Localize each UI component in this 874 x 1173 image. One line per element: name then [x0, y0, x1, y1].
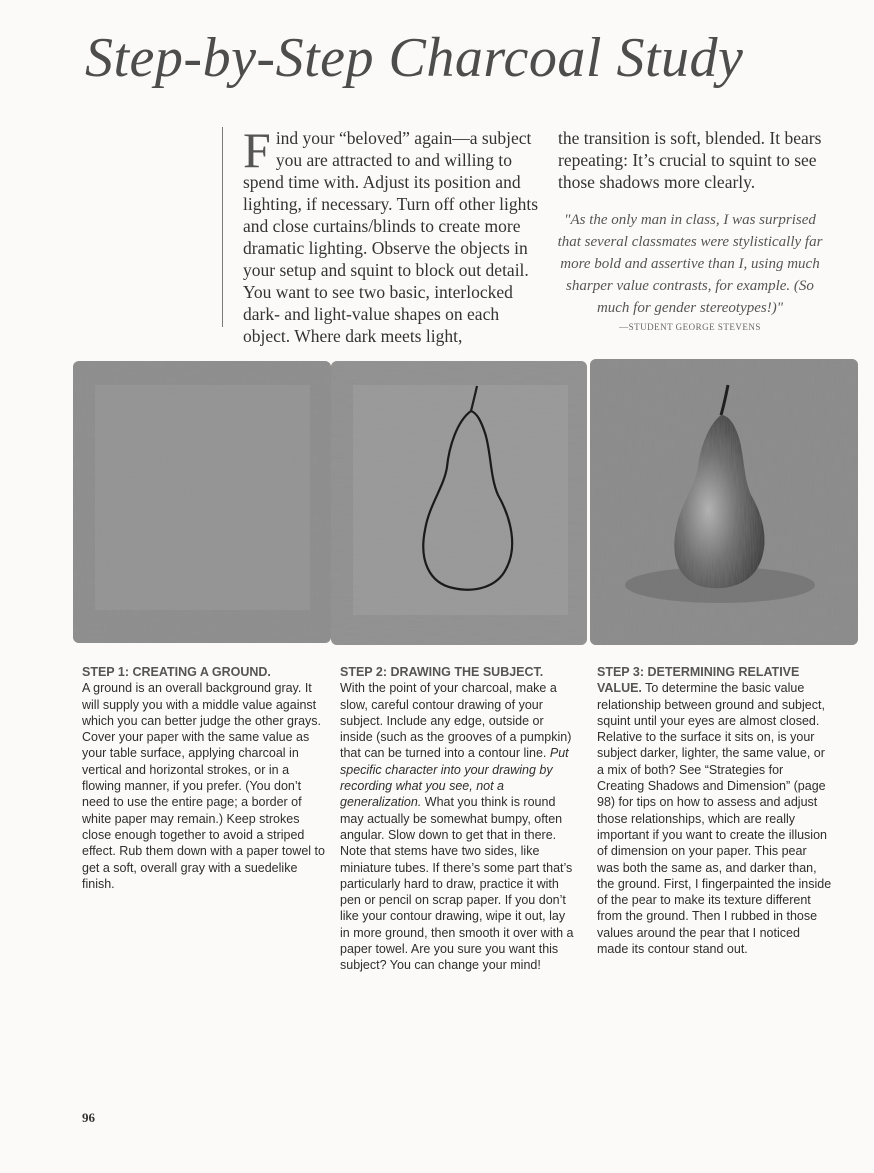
- quote-attribution: —STUDENT GEORGE STEVENS: [619, 322, 761, 332]
- drop-cap: F: [243, 122, 271, 178]
- step-2-title: STEP 2: DRAWING THE SUBJECT.: [340, 665, 544, 679]
- intro-text-start: ind your “beloved” again—a subject you are attracted to and willing to spend time with. Adjust its position and lighting, if necessary. Turn off other lights and close curtains/blinds to create more dramatic lighting. Observe the objects in your setup and squint to block out detail. You want to see two basic, interlocked dark- and light-value shapes on each object. Where dark meets light,: [243, 128, 539, 346]
- step-3-body: To determine the basic value relationship between ground and subject, squint until your eyes are almost closed. Relative to the surface it sits on, is your subject darker, lighter, the same value, or a mix of both? See “Strategies for Creating Shadows and Dimension” (page 98) for tips on how to assess and adjust those relationships, which are really important if you want to create the illusion of dimension on your paper. This pear was both the same as, and darker than, the ground. First, I fingerpainted the inside of the pear to make its texture different from the ground. Then I rubbed in those values around the pear that I noticed made its contour stand out.: [597, 681, 832, 957]
- step-1-caption: [82, 664, 327, 892]
- page-number: 96: [82, 1110, 95, 1125]
- step-1-body: A ground is an overall background gray. It will supply you with a middle value against which you can better judge the other grays. Cover your paper with the same value as your table surface, applying charcoal in vertical and horizontal strokes, or in a flowing manner, if you prefer. (You don’t need to use the entire page; a border of white paper may remain.) Keep strokes close enough together to avoid a striped effect. Rub them down with a paper towel to get a soft, overall gray with a suedelike finish.: [82, 681, 325, 891]
- step-2-contour-drawing: [325, 355, 597, 647]
- step-2-body-emphasis: Put specific character into your drawing by recording what you see, not a generalization.: [340, 746, 569, 810]
- step-1-ground-drawing: [65, 355, 337, 647]
- page-title: Step-by-Step Charcoal Study: [85, 27, 744, 89]
- step-3-caption: [597, 664, 832, 957]
- step-2-caption: [340, 664, 577, 974]
- step-2-body-start: With the point of your charcoal, make a slow, careful contour drawing of your subject. Include any edge, outside or inside (such as the grooves of a pumpkin) that can be turned into a contour line.: [340, 681, 572, 761]
- pull-quote: "As the only man in class, I was surprised that several classmates were stylistically far more bold and assertive than I, using much sharper value contrasts, for example. (So much for gender stereotypes!)": [557, 212, 823, 316]
- intro-text-end: the transition is soft, blended. It bears repeating: It’s crucial to squint to see those shadows more clearly.: [558, 128, 822, 192]
- step-3-title: STEP 3: DETERMINING RELATIVE VALUE.: [597, 665, 800, 696]
- step-1-title: STEP 1: CREATING A GROUND.: [82, 665, 271, 679]
- intro-paragraph: [243, 122, 543, 347]
- step-3-value-drawing: [588, 355, 860, 647]
- step-2-body-end: What you think is round may actually be somewhat bumpy, often angular. Slow down to get that in there. Note that stems have two sides, like miniature tubes. If there’s some part that’s particularly hard to draw, practice it with pen or pencil on scrap paper. If you don’t like your contour drawing, wipe it out, lay in more ground, then smooth it over with a paper towel. Are you sure you want this subject? You can change your mind!: [340, 795, 574, 973]
- intro-divider: [222, 127, 223, 327]
